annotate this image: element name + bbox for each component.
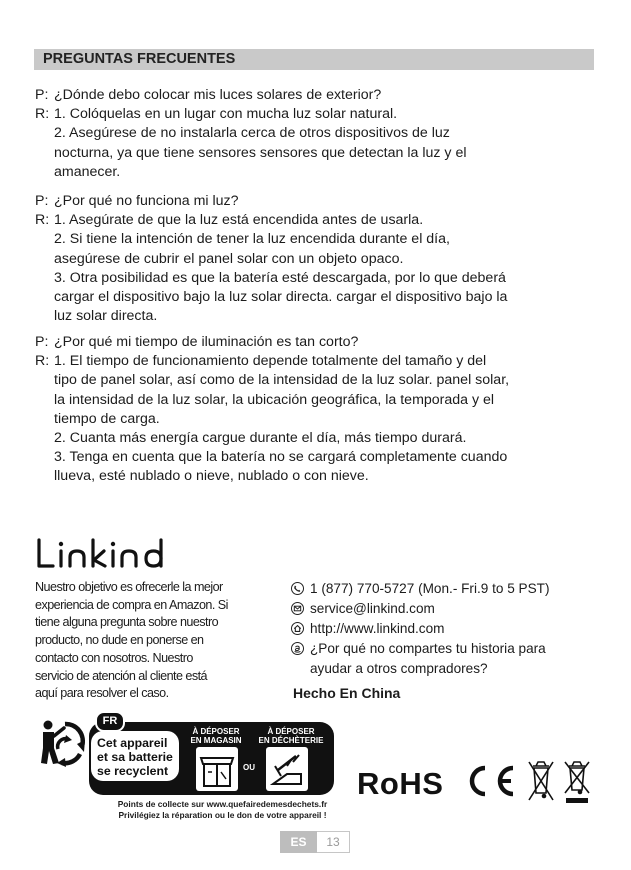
answer-line: 1. El tiempo de funcionamiento depende totalmente del tamaño y del [54,353,487,370]
faq-answer [35,105,600,124]
question-text: ¿Dónde debo colocar mis luces solares de exterior? [54,87,382,103]
mission-line: servicio de atención al cliente está [35,668,208,683]
answer-line: asegúrese de cubrir el panel solar con un objeto opaco. [54,250,404,267]
answer-line: llueva, esté nublado o nieve, nublado o con nieve. [54,468,369,485]
mission-line: aquí para resolver el caso. [35,686,169,701]
answer-label: R: [35,106,50,123]
faq-answer [35,352,600,371]
store-drop-label [186,727,246,745]
answer-label: R: [35,353,50,370]
ce-mark-icon [465,763,517,799]
weee-bin-icon [527,757,555,805]
answer-line: amanecer. [54,163,121,180]
triman-logo-icon [38,718,86,768]
language-tab: ES [280,831,317,853]
faq-question [35,192,600,211]
email-link[interactable]: service@linkind.com [310,601,435,616]
website-row [291,619,611,639]
amazon-glyph [292,643,303,654]
faq-question [35,333,600,352]
center-drop-label-line: À DÉPOSER [267,727,315,736]
question-label: P: [35,87,49,103]
house-glyph [292,623,303,634]
collection-note-line: Points de collecte sur www.quefairedemesdechets.fr [117,799,328,809]
amazon-icon [291,642,304,655]
home-icon [291,622,304,635]
recycle-line: et sa batterie [97,750,173,764]
page-footer [280,831,350,853]
review-text: ¿Por qué no compartes tu historia para [310,641,546,656]
made-in-label: Hecho En China [293,685,401,701]
website-link[interactable]: http://www.linkind.com [310,621,445,636]
mission-line: producto, no dude en ponerse en [35,633,204,648]
collection-note-line: Privilégiez la réparation ou le don de votre appareil ! [118,809,327,820]
answer-line: tipo de panel solar, así como de la intensidad de la luz solar. panel solar, [54,372,510,389]
rohs-mark: RoHS [357,766,444,801]
center-drop-label-line: EN DÉCHÈTERIE [258,736,324,745]
envelope-glyph [292,603,303,614]
section-title: PREGUNTAS FRECUENTES [43,51,236,67]
question-label: P: [35,193,49,209]
answer-line: 1. Asegúrate de que la luz está encendida antes de usarla. [54,212,424,229]
answer-line: 2. Si tiene la intención de tener la luz encendida durante el día, [54,231,450,248]
recycle-line: se recyclent [97,764,169,778]
phone-number: 1 (877) 770-5727 (Mon.- Fri.9 to 5 PST) [310,581,550,596]
recycling-center-icon [265,746,309,792]
answer-line: luz solar directa. [54,308,158,325]
center-drop-label [254,727,328,745]
page-number: 13 [317,831,350,853]
faq-item [35,192,600,326]
question-text: ¿Por qué mi tiempo de iluminación es tan corto? [54,334,359,350]
answer-line: nocturna, ya que tiene sensores sensores que detectan la luz y el [54,144,467,161]
country-badge: FR [95,711,125,732]
answer-line: 2. Cuanta más energía cargue durante el día, más tiempo durará. [54,430,467,447]
mission-line: contacto con nosotros. Nuestro [35,650,193,665]
answer-line: tiempo de carga. [54,410,160,427]
mission-line: tiene alguna pregunta sobre nuestro [35,615,219,630]
recycle-statement [91,731,179,781]
store-icon [195,746,239,792]
recycle-line: Cet appareil [97,736,168,750]
email-row [291,599,611,619]
collection-note [100,799,345,820]
phone-icon [291,582,304,595]
faq-item [35,333,600,487]
faq-question [35,86,600,105]
mail-icon [291,602,304,615]
question-text: ¿Por qué no funciona mi luz? [54,193,239,209]
review-text: ayudar a otros compradores? [310,661,488,676]
phone-glyph [292,583,303,594]
weee-bin-crossed-icon [563,757,591,805]
phone-row [291,579,611,599]
mission-line: Nuestro objetivo es ofrecerle la mejor [35,580,223,594]
question-label: P: [35,334,49,350]
store-drop-label-line: À DÉPOSER [192,727,240,736]
faq-answer [35,211,600,230]
section-header [34,49,594,70]
review-row [291,639,611,659]
answer-label: R: [35,212,50,229]
contact-info [291,579,611,679]
or-label: OU [243,763,255,772]
answer-line: 1. Colóquelas en un lugar con mucha luz solar natural. [54,106,398,123]
answer-line: cargar el dispositivo bajo la luz solar directa. cargar el dispositivo bajo la [54,289,508,306]
answer-line: 2. Asegúrese de no instalarla cerca de otros dispositivos de luz [54,125,450,142]
brand-logo [36,535,166,573]
store-drop-label-line: EN MAGASIN [190,736,242,745]
mission-statement [35,579,280,703]
mission-line: experiencia de compra en Amazon. Si [35,597,228,612]
answer-line: la intensidad de la luz solar, la ubicación geográfica, la temporada y el [54,391,495,408]
answer-line: 3. Tenga en cuenta que la batería no se cargará completamente cuando [54,449,508,466]
faq-item [35,86,600,182]
answer-line: 3. Otra posibilidad es que la batería esté descargada, por lo que deberá [54,269,506,286]
